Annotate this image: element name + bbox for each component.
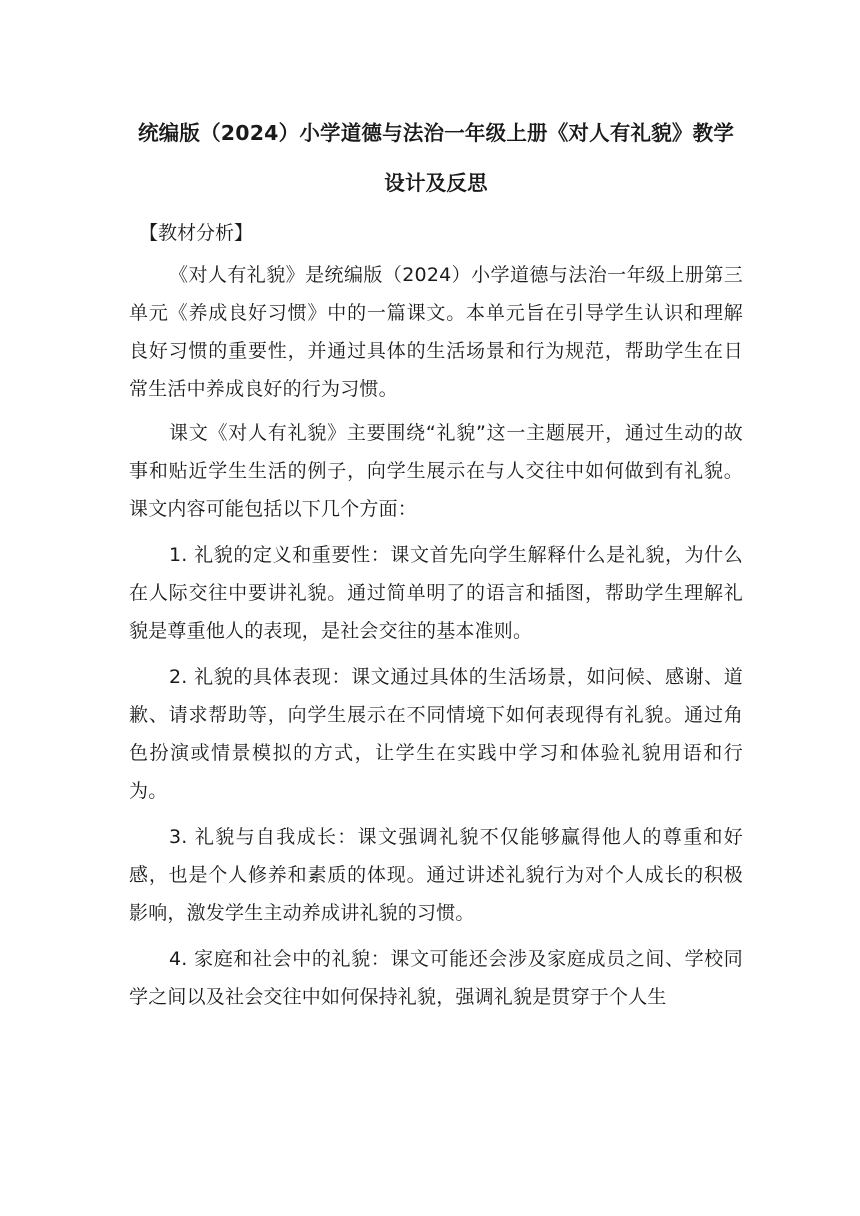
list-item-growth: 3. 礼貌与自我成长：课文强调礼貌不仅能够赢得他人的尊重和好感，也是个人修养和素质的体现。通过讲述礼貌行为对个人成长的积极影响，激发学生主动养成讲礼貌的习惯。 xyxy=(129,826,743,924)
list-item-definition: 1. 礼貌的定义和重要性：课文首先向学生解释什么是礼貌，为什么在人际交往中要讲礼貌。通过简单明了的语言和插图，帮助学生理解礼貌是尊重他人的表现，是社会交往的基本准则。 xyxy=(129,544,743,642)
list-item-expressions: 2. 礼貌的具体表现：课文通过具体的生活场景，如问候、感谢、道歉、请求帮助等，向学生展示在不同情境下如何表现得有礼貌。通过角色扮演或情景模拟的方式，让学生在实践中学习和体验礼貌用语和行为。 xyxy=(129,666,743,802)
paragraph-overview: 课文《对人有礼貌》主要围绕“礼貌”这一主题展开，通过生动的故事和贴近学生生活的例子，向学生展示在与人交往中如何做到有礼貌。课文内容可能包括以下几个方面： xyxy=(129,422,743,520)
paragraph-intro: 《对人有礼貌》是统编版（2024）小学道德与法治一年级上册第三单元《养成良好习惯》中的一篇课文。本单元旨在引导学生认识和理解良好习惯的重要性，并通过具体的生活场景和行为规范，帮助学生在日常生活中养成良好的行为习惯。 xyxy=(129,264,743,400)
document-title: 统编版（2024）小学道德与法治一年级上册《对人有礼貌》教学设计及反思 xyxy=(137,121,735,195)
list-item-family-society: 4. 家庭和社会中的礼貌：课文可能还会涉及家庭成员之间、学校同学之间以及社会交往中如何保持礼貌，强调礼貌是贯穿于个人生 xyxy=(129,948,743,1008)
document-body xyxy=(129,108,743,1016)
section-heading: 【教材分析】 xyxy=(139,222,254,244)
